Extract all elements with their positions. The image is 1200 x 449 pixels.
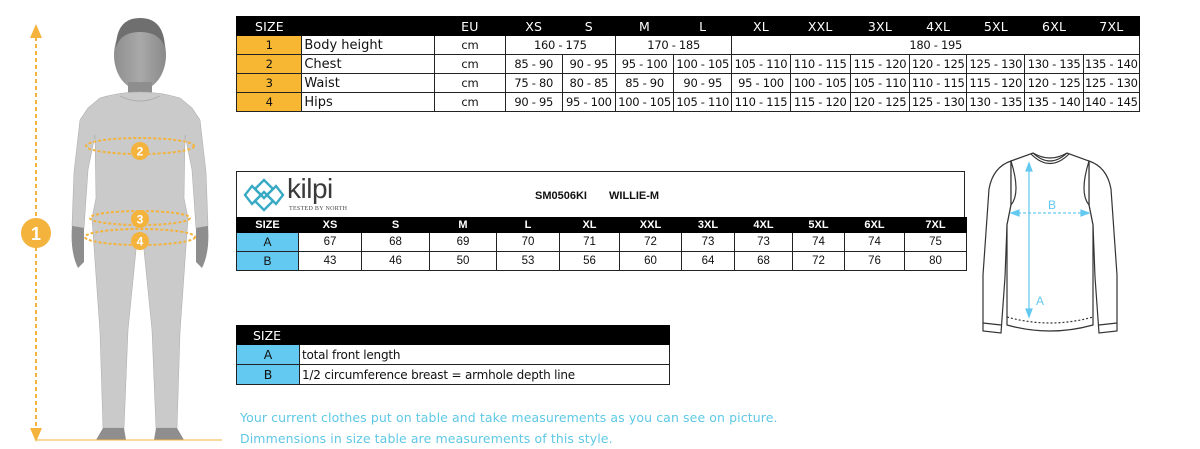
size-m-header: M bbox=[430, 218, 497, 233]
size-m-header: M bbox=[615, 17, 673, 36]
body-measurement-diagram bbox=[0, 0, 232, 449]
legend-description: 1/2 circumference breast = armhole depth line bbox=[300, 365, 670, 385]
size-6xl-header: 6XL bbox=[1025, 17, 1083, 36]
row-label: A bbox=[237, 233, 299, 252]
value-cell: 67 bbox=[299, 233, 362, 252]
unit-cell: cm bbox=[435, 36, 505, 55]
value-cell: 105 - 110 bbox=[732, 55, 790, 74]
value-cell: 53 bbox=[497, 252, 560, 271]
size-header-cell: SIZE bbox=[237, 218, 299, 233]
value-cell: 100 - 105 bbox=[674, 55, 732, 74]
shirt-outline bbox=[983, 153, 1117, 333]
measurement-legend-table bbox=[236, 325, 670, 385]
value-cell: 135 - 140 bbox=[1083, 55, 1139, 74]
row-label: B bbox=[237, 365, 300, 385]
size-xs-header: XS bbox=[505, 17, 562, 36]
value-cell: 125 - 130 bbox=[967, 55, 1025, 74]
value-cell: 43 bbox=[299, 252, 362, 271]
value-cell: 74 bbox=[845, 233, 905, 252]
value-cell: 125 - 130 bbox=[910, 93, 967, 112]
value-cell: 70 bbox=[497, 233, 560, 252]
size-5xl-header: 5XL bbox=[793, 218, 845, 233]
instruction-note: Your current clothes put on table and take measurements as you can see on picture. bbox=[240, 410, 778, 425]
product-name: WILLIE-M bbox=[609, 190, 660, 202]
eu-header-cell: EU bbox=[435, 17, 505, 36]
value-cell: 115 - 120 bbox=[967, 74, 1025, 93]
row-label: A bbox=[237, 345, 300, 365]
shirt-label-a: A bbox=[1035, 294, 1045, 308]
value-cell: 50 bbox=[430, 252, 497, 271]
value-cell: 85 - 90 bbox=[505, 55, 562, 74]
value-cell: 100 - 105 bbox=[615, 93, 673, 112]
row-label: B bbox=[237, 252, 299, 271]
value-cell: 120 - 125 bbox=[1025, 74, 1083, 93]
row-number: 2 bbox=[237, 55, 302, 74]
value-cell: 110 - 115 bbox=[790, 55, 850, 74]
garment-measurement-table bbox=[236, 217, 967, 271]
size-l-header: L bbox=[497, 218, 560, 233]
size-6xl-header: 6XL bbox=[845, 218, 905, 233]
value-cell: 74 bbox=[793, 233, 845, 252]
size-4xl-header: 4XL bbox=[735, 218, 793, 233]
size-xl-header: XL bbox=[732, 17, 790, 36]
value-cell: 105 - 110 bbox=[674, 93, 732, 112]
size-s-header: S bbox=[562, 17, 615, 36]
value-cell: 85 - 90 bbox=[615, 74, 673, 93]
value-cell: 72 bbox=[620, 233, 682, 252]
row-number: 1 bbox=[237, 36, 302, 55]
brand-name: kilpi bbox=[287, 173, 333, 204]
row-label: Chest bbox=[302, 55, 435, 74]
size-7xl-header: 7XL bbox=[1083, 17, 1139, 36]
value-cell: 95 - 100 bbox=[732, 74, 790, 93]
value-cell: 80 - 85 bbox=[562, 74, 615, 93]
legend-description: total front length bbox=[300, 345, 670, 365]
unit-cell: cm bbox=[435, 55, 505, 74]
size-xxl-header: XXL bbox=[620, 218, 682, 233]
size-xxl-header: XXL bbox=[790, 17, 850, 36]
value-cell: 72 bbox=[793, 252, 845, 271]
marker-2-circle bbox=[131, 142, 149, 160]
row-label: Waist bbox=[302, 74, 435, 93]
table-row bbox=[237, 252, 967, 271]
value-cell: 90 - 95 bbox=[674, 74, 732, 93]
value-cell: 80 bbox=[905, 252, 967, 271]
value-cell: 46 bbox=[362, 252, 430, 271]
marker-1-label: 1 bbox=[30, 224, 42, 244]
value-cell: 76 bbox=[845, 252, 905, 271]
body-silhouette bbox=[72, 18, 209, 440]
value-cell: 69 bbox=[430, 233, 497, 252]
size-xs-header: XS bbox=[299, 218, 362, 233]
value-cell: 75 bbox=[905, 233, 967, 252]
size-l-header: L bbox=[674, 17, 732, 36]
shirt-measurement-diagram bbox=[975, 145, 1125, 345]
table-row bbox=[237, 233, 967, 252]
value-cell: 115 - 120 bbox=[790, 93, 850, 112]
garment-header-row bbox=[237, 218, 967, 233]
marker-1-circle bbox=[21, 218, 51, 248]
value-cell: 115 - 120 bbox=[850, 55, 909, 74]
marker-4-label: 4 bbox=[136, 234, 144, 249]
table-row bbox=[237, 365, 670, 385]
value-cell: 73 bbox=[682, 233, 735, 252]
size-3xl-header: 3XL bbox=[850, 17, 909, 36]
value-cell: 120 - 125 bbox=[910, 55, 967, 74]
body-size-header-row bbox=[237, 17, 1140, 36]
size-header-cell: SIZE bbox=[237, 17, 435, 36]
unit-cell: cm bbox=[435, 74, 505, 93]
size-xl-header: XL bbox=[560, 218, 620, 233]
value-cell: 73 bbox=[735, 233, 793, 252]
marker-3-label: 3 bbox=[136, 212, 144, 227]
size-header-cell: SIZE bbox=[237, 326, 670, 345]
value-cell: 90 - 95 bbox=[505, 93, 562, 112]
value-cell: 90 - 95 bbox=[562, 55, 615, 74]
value-cell: 105 - 110 bbox=[850, 74, 909, 93]
value-cell: 68 bbox=[735, 252, 793, 271]
instruction-note: Dimmensions in size table are measurements of this style. bbox=[240, 431, 613, 446]
table-row bbox=[237, 55, 1140, 74]
value-cell: 110 - 115 bbox=[732, 93, 790, 112]
value-cell: 180 - 195 bbox=[732, 36, 1140, 55]
value-cell: 120 - 125 bbox=[850, 93, 909, 112]
size-5xl-header: 5XL bbox=[967, 17, 1025, 36]
value-cell: 75 - 80 bbox=[505, 74, 562, 93]
value-cell: 170 - 185 bbox=[615, 36, 731, 55]
unit-cell: cm bbox=[435, 93, 505, 112]
value-cell: 130 - 135 bbox=[967, 93, 1025, 112]
value-cell: 125 - 130 bbox=[1083, 74, 1139, 93]
row-label: Body height bbox=[302, 36, 435, 55]
value-cell: 60 bbox=[620, 252, 682, 271]
value-cell: 110 - 115 bbox=[910, 74, 967, 93]
row-number: 4 bbox=[237, 93, 302, 112]
table-row bbox=[237, 345, 670, 365]
value-cell: 56 bbox=[560, 252, 620, 271]
body-size-table bbox=[236, 16, 1140, 112]
product-header bbox=[236, 171, 965, 217]
size-s-header: S bbox=[362, 218, 430, 233]
kilpi-logo-icon bbox=[243, 176, 285, 214]
value-cell: 130 - 135 bbox=[1025, 55, 1083, 74]
value-cell: 95 - 100 bbox=[615, 55, 673, 74]
marker-3-circle bbox=[131, 210, 149, 228]
table-row bbox=[237, 74, 1140, 93]
value-cell: 135 - 140 bbox=[1025, 93, 1083, 112]
value-cell: 100 - 105 bbox=[790, 74, 850, 93]
value-cell: 95 - 100 bbox=[562, 93, 615, 112]
row-number: 3 bbox=[237, 74, 302, 93]
size-7xl-header: 7XL bbox=[905, 218, 967, 233]
size-3xl-header: 3XL bbox=[682, 218, 735, 233]
shirt-label-b: B bbox=[1047, 198, 1057, 212]
value-cell: 68 bbox=[362, 233, 430, 252]
value-cell: 64 bbox=[682, 252, 735, 271]
value-cell: 140 - 145 bbox=[1083, 93, 1139, 112]
brand-tagline: TESTED BY NORTH bbox=[289, 206, 348, 212]
row-label: Hips bbox=[302, 93, 435, 112]
marker-2-label: 2 bbox=[136, 144, 144, 159]
size-4xl-header: 4XL bbox=[910, 17, 967, 36]
product-code: SM0506KI bbox=[535, 190, 587, 202]
value-cell: 160 - 175 bbox=[505, 36, 615, 55]
value-cell: 71 bbox=[560, 233, 620, 252]
marker-4-circle bbox=[131, 232, 149, 250]
table-row bbox=[237, 93, 1140, 112]
table-row bbox=[237, 36, 1140, 55]
legend-header-row bbox=[237, 326, 670, 345]
